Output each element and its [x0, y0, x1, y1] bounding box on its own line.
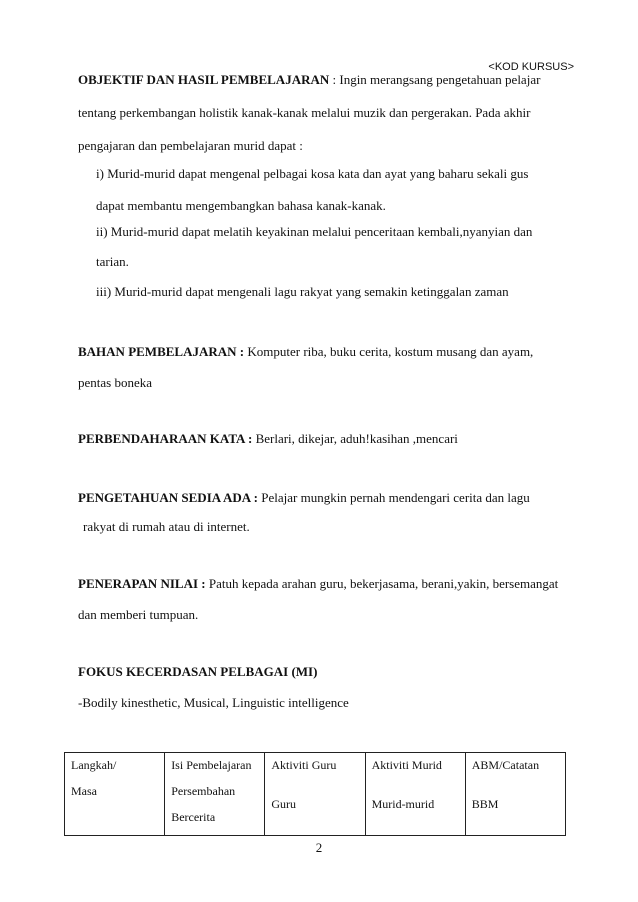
objective-item-2-line1: ii) Murid-murid dapat melatih keyakinan melalui penceritaan kembali,nyanyian dan [96, 224, 533, 239]
objective-item-2-line2: tarian. [96, 254, 129, 269]
cell-text: Isi Pembelajaran [171, 758, 252, 772]
table-cell-notes [465, 753, 565, 836]
values-line2: dan memberi tumpuan. [78, 607, 199, 622]
objective-section [78, 72, 540, 88]
vocabulary-label: PERBENDAHARAAN KATA : [78, 431, 253, 446]
prior-knowledge-label: PENGETAHUAN SEDIA ADA : [78, 490, 258, 505]
values-section [78, 576, 558, 592]
materials-line1: Komputer riba, buku cerita, kostum musang dan ayam, [244, 344, 534, 359]
mi-text: -Bodily kinesthetic, Musical, Linguistic intelligence [78, 695, 349, 710]
table-cell-student-activity [365, 753, 465, 836]
values-line1: Patuh kepada arahan guru, bekerjasama, berani,yakin, bersemangat [205, 576, 559, 591]
objective-intro-line1: : Ingin merangsang pengetahuan pelajar [332, 72, 541, 87]
cell-text: BBM [471, 797, 499, 811]
table-row [65, 753, 566, 836]
prior-knowledge-line2: rakyat di rumah atau di internet. [83, 519, 250, 534]
mi-label: FOKUS KECERDASAN PELBAGAI (MI) [78, 664, 318, 679]
lesson-plan-table [64, 752, 566, 836]
vocabulary-text: Berlari, dikejar, aduh!kasihan ,mencari [252, 431, 458, 446]
cell-text: Langkah/ [71, 758, 117, 772]
cell-text: Persembahan [171, 784, 236, 798]
objective-intro-line2: tentang perkembangan holistik kanak-kanak melalui muzik dan pergerakan. Pada akhir [78, 105, 531, 120]
values-label: PENERAPAN NILAI : [78, 576, 206, 591]
materials-section [78, 344, 533, 360]
prior-knowledge-section [78, 490, 530, 506]
objective-item-1-line1: i) Murid-murid dapat mengenal pelbagai kosa kata dan ayat yang baharu sekali gus [96, 166, 529, 181]
table-cell-step [65, 753, 165, 836]
objective-item-1-line2: dapat membantu mengembangkan bahasa kanak-kanak. [96, 198, 386, 213]
cell-text: Masa [71, 784, 97, 798]
objective-intro-line3: pengajaran dan pembelajaran murid dapat : [78, 138, 303, 153]
course-code-header: <KOD KURSUS> [488, 61, 574, 73]
objective-item-3-line1: iii) Murid-murid dapat mengenali lagu rakyat yang semakin ketinggalan zaman [96, 284, 509, 299]
cell-text: Aktiviti Guru [271, 758, 337, 772]
table-cell-teacher-activity [265, 753, 365, 836]
cell-text: Aktiviti Murid [371, 758, 442, 772]
materials-line2: pentas boneka [78, 375, 153, 390]
cell-text: ABM/Catatan [471, 758, 540, 772]
vocabulary-section [78, 431, 458, 447]
objective-label: OBJEKTIF DAN HASIL PEMBELAJARAN [78, 72, 330, 87]
cell-text: Murid-murid [371, 797, 435, 811]
table-cell-content [165, 753, 265, 836]
materials-label: BAHAN PEMBELAJARAN : [78, 344, 245, 359]
page-number: 2 [315, 840, 323, 855]
cell-text: Bercerita [171, 810, 216, 824]
cell-text: Guru [271, 797, 297, 811]
prior-knowledge-line1: Pelajar mungkin pernah mendengari cerita dan lagu [257, 490, 530, 505]
